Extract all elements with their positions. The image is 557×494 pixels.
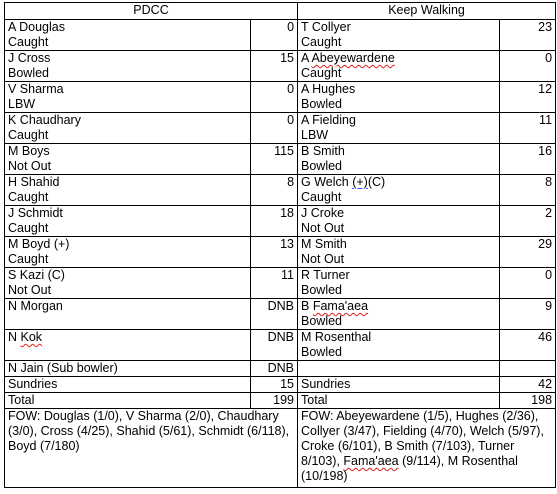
batter-name-left: J Cross — [8, 51, 51, 65]
batter-runs-left: DNB — [251, 330, 298, 361]
dismissal-right: Bowled — [301, 97, 343, 111]
batting-row — [5, 206, 556, 237]
batter-runs-left: 115 — [251, 144, 298, 175]
batter-name-left: N Morgan — [8, 299, 63, 313]
batter-name-left: K Chaudhary — [8, 113, 81, 127]
batter-runs-right: 23 — [500, 20, 556, 51]
batting-row — [5, 330, 556, 361]
batter-runs-right: 46 — [500, 330, 556, 361]
batter-runs-right: 0 — [500, 268, 556, 299]
sundries-right: 42 — [500, 377, 556, 393]
batter-runs-right: 9 — [500, 299, 556, 330]
sub-player-name: N Jain (Sub bowler) — [5, 361, 251, 377]
batter-cell-right — [298, 82, 500, 113]
sundries-label-left: Sundries — [5, 377, 251, 393]
dismissal-right: LBW — [301, 128, 329, 142]
batter-name-left: J Schmidt — [8, 206, 63, 220]
batting-row — [5, 20, 556, 51]
dismissal-left: Caught — [8, 252, 49, 266]
fow-left: FOW: Douglas (1/0), V Sharma (2/0), Chaudhary (3/0), Cross (4/25), Shahid (5/61), Schmidt (6/118), Boyd (7/180) — [5, 409, 298, 488]
total-row — [5, 393, 556, 409]
batter-cell-right — [298, 144, 500, 175]
dismissal-right: Bowled — [301, 314, 343, 328]
batting-row — [5, 82, 556, 113]
batter-name-right: R Turner — [301, 268, 350, 282]
batter-cell-right — [298, 268, 500, 299]
batter-name-left: N Kok — [8, 330, 43, 344]
batter-cell-left — [5, 268, 251, 299]
sundries-row — [5, 377, 556, 393]
scorecard-table — [4, 2, 556, 488]
batter-runs-left: 13 — [251, 237, 298, 268]
fow-row — [5, 409, 556, 488]
batter-name-right: A Fielding — [301, 113, 356, 127]
batter-cell-right — [298, 237, 500, 268]
dismissal-left: Caught — [8, 35, 49, 49]
batter-name-right: B Smith — [301, 144, 345, 158]
batter-runs-left: 8 — [251, 175, 298, 206]
dismissal-left: LBW — [8, 97, 36, 111]
batter-cell-left — [5, 237, 251, 268]
sub-player-runs: DNB — [251, 361, 298, 377]
batter-cell-left — [5, 51, 251, 82]
dismissal-left: Bowled — [8, 66, 49, 80]
batting-row — [5, 144, 556, 175]
dismissal-right: Caught — [301, 190, 342, 204]
batter-cell-left — [5, 144, 251, 175]
batter-name-right: G Welch (+)(C) — [301, 175, 386, 189]
batting-row — [5, 51, 556, 82]
batter-runs-left: DNB — [251, 299, 298, 330]
batter-cell-right — [298, 113, 500, 144]
total-right: 198 — [500, 393, 556, 409]
team-right-name: Keep Walking — [298, 3, 556, 20]
batter-runs-right: 2 — [500, 206, 556, 237]
dismissal-right: Caught — [301, 66, 342, 80]
sundries-left: 15 — [251, 377, 298, 393]
batter-runs-right: 8 — [500, 175, 556, 206]
batter-cell-right — [298, 206, 500, 237]
dismissal-right: Not Out — [301, 221, 345, 235]
batter-name-left: A Douglas — [8, 20, 65, 34]
batter-name-right: M Rosenthal — [301, 330, 372, 344]
batting-row — [5, 268, 556, 299]
batter-cell-right — [298, 330, 500, 361]
dismissal-left: Caught — [8, 128, 49, 142]
dismissal-left: Caught — [8, 190, 49, 204]
batter-cell-right — [298, 175, 500, 206]
dismissal-left: Not Out — [8, 159, 52, 173]
batter-runs-left: 0 — [251, 82, 298, 113]
sundries-label-right: Sundries — [298, 377, 500, 393]
batting-row — [5, 237, 556, 268]
dismissal-left: Not Out — [8, 283, 52, 297]
team-header-row — [5, 3, 556, 20]
batting-row — [5, 299, 556, 330]
batter-cell-left — [5, 299, 251, 330]
batter-name-right: M Smith — [301, 237, 347, 251]
batter-runs-right: 29 — [500, 237, 556, 268]
batter-runs-left: 11 — [251, 268, 298, 299]
batter-runs-left: 15 — [251, 51, 298, 82]
batter-name-right: B Fama'aea — [301, 299, 369, 313]
batter-name-left: M Boys — [8, 144, 50, 158]
total-left: 199 — [251, 393, 298, 409]
total-label-right: Total — [298, 393, 500, 409]
batter-cell-left — [5, 82, 251, 113]
batter-name-right: J Croke — [301, 206, 345, 220]
fow-right: FOW: Abeyewardene (1/5), Hughes (2/36), Collyer (3/47), Fielding (4/70), Welch (5/97), Croke (6/101), B Smith (7/103), Turner 8/103), Fama'aea (9/114), M Rosenthal (10/198) — [298, 409, 556, 488]
dismissal-right: Bowled — [301, 283, 343, 297]
dismissal-right: Not Out — [301, 252, 345, 266]
dismissal-right: Bowled — [301, 345, 343, 359]
batter-runs-right: 11 — [500, 113, 556, 144]
batter-name-left: V Sharma — [8, 82, 64, 96]
batter-runs-right: 16 — [500, 144, 556, 175]
batter-name-left: S Kazi (C) — [8, 268, 65, 282]
batter-runs-left: 0 — [251, 20, 298, 51]
batter-name-right: A Abeyewardene — [301, 51, 395, 65]
batter-runs-left: 0 — [251, 113, 298, 144]
batter-name-left: M Boyd (+) — [8, 237, 70, 251]
dismissal-right: Bowled — [301, 159, 343, 173]
batter-runs-right: 0 — [500, 51, 556, 82]
dismissal-left: Caught — [8, 221, 49, 235]
batter-cell-right — [298, 20, 500, 51]
batter-runs-right: 12 — [500, 82, 556, 113]
batter-cell-left — [5, 113, 251, 144]
batter-name-right: A Hughes — [301, 82, 356, 96]
batter-cell-left — [5, 20, 251, 51]
batting-row — [5, 175, 556, 206]
batter-cell-right — [298, 51, 500, 82]
batter-name-right: T Collyer — [301, 20, 351, 34]
sub-row — [5, 361, 556, 377]
team-left-name: PDCC — [5, 3, 298, 20]
batting-row — [5, 113, 556, 144]
batter-runs-left: 18 — [251, 206, 298, 237]
batter-cell-left — [5, 175, 251, 206]
batter-cell-left — [5, 206, 251, 237]
batter-name-left: H Shahid — [8, 175, 60, 189]
batter-cell-right — [298, 299, 500, 330]
batter-cell-left — [5, 330, 251, 361]
dismissal-right: Caught — [301, 35, 342, 49]
total-label-left: Total — [5, 393, 251, 409]
